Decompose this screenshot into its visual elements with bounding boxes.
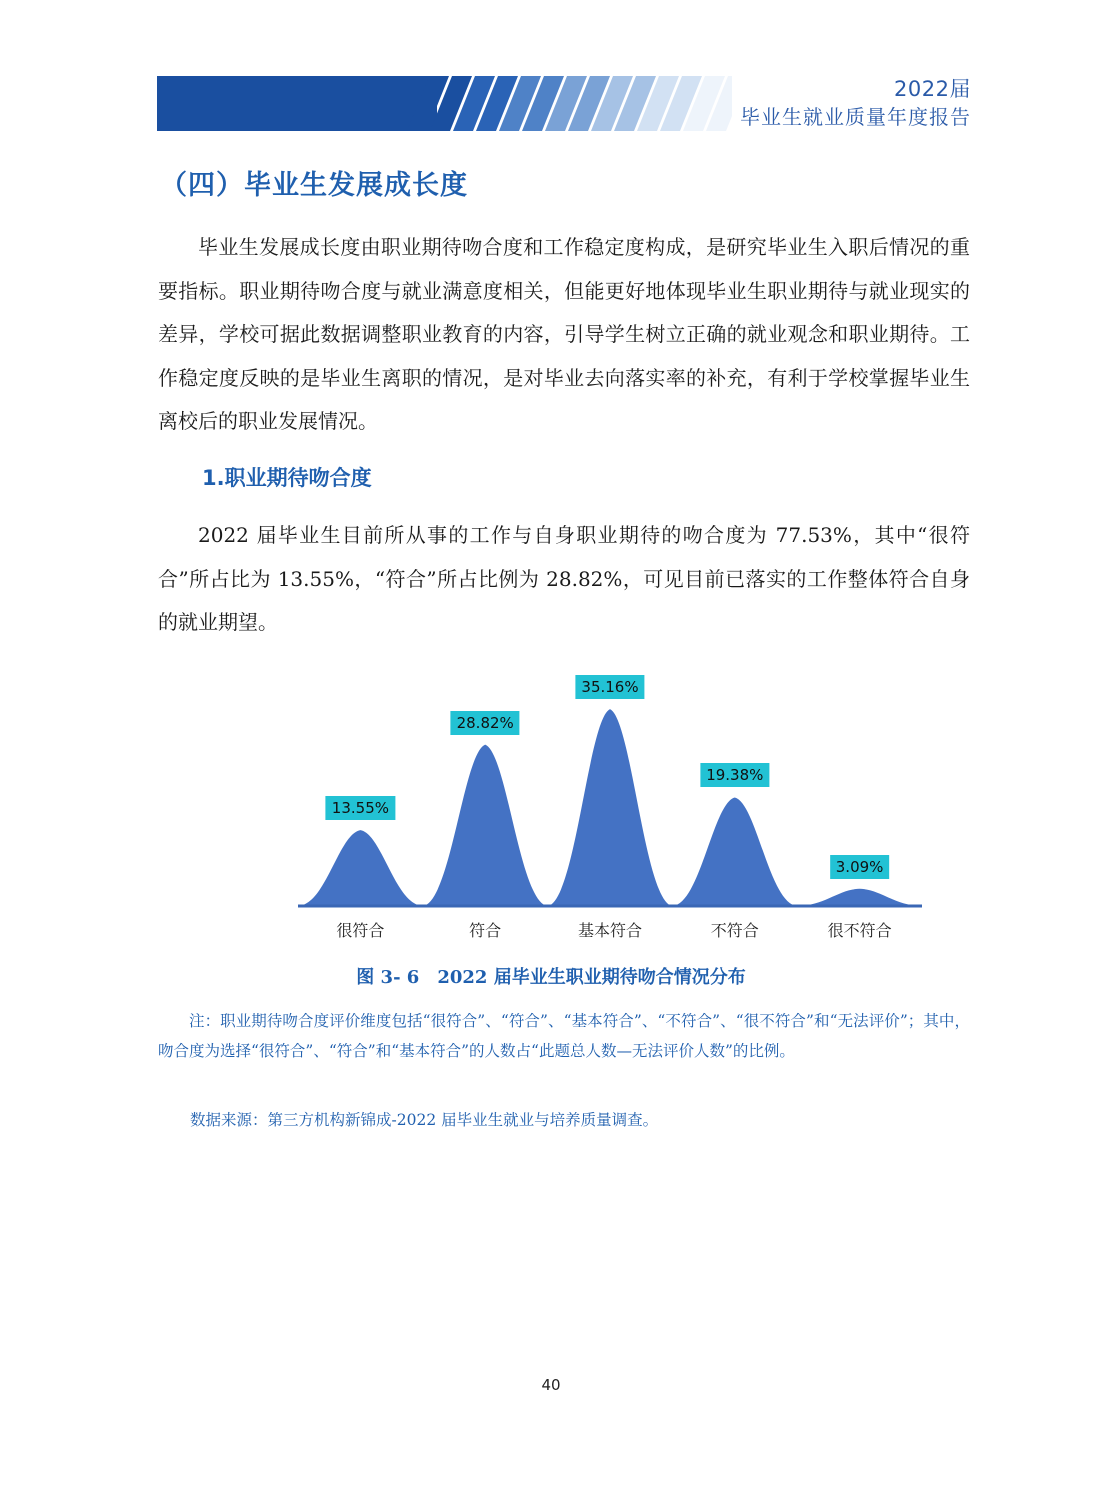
header-banner	[157, 76, 732, 131]
banner-base	[157, 76, 437, 131]
data-label: 35.16%	[575, 675, 644, 699]
data-label: 28.82%	[451, 711, 520, 735]
section-heading: （四）毕业生发展成长度	[160, 170, 468, 201]
body-paragraph: 2022 届毕业生目前所从事的工作与自身职业期待的吻合度为 77.53%，其中“很符合”所占比为 13.55%，“符合”所占比例为 28.82%，可见目前已落实的工作整体符合自身的就业期望。	[158, 523, 970, 634]
category-label: 符合	[469, 921, 502, 940]
intro-paragraph: 毕业生发展成长度由职业期待吻合度和工作稳定度构成，是研究毕业生入职后情况的重要指标。职业期待吻合度与就业满意度相关，但能更好地体现毕业生职业期待与就业现实的差异，学校可据此数据调整职业教育的内容，引导学生树立正确的就业观念和职业期待。工作稳定度反映的是毕业生离职的情况，是对毕业去向落实率的补充，有利于学校掌握毕业生离校后的职业发展情况。	[158, 235, 970, 433]
figure-note: 注：职业期待吻合度评价维度包括“很符合”、“符合”、“基本符合”、“不符合”、“很不符合”和“无法评价”；其中，吻合度为选择“很符合”、“符合”和“基本符合”的人数占“此题总人数—无法评价人数”的比例。	[158, 1012, 970, 1060]
report-title	[740, 76, 971, 132]
report-name: 毕业生就业质量年度报告	[740, 105, 971, 129]
category-label: 不符合	[710, 921, 759, 940]
banner-graphic	[157, 76, 732, 131]
figure-caption: 图 3- 6 2022 届毕业生职业期待吻合情况分布	[356, 967, 746, 988]
report-year: 2022届	[894, 77, 971, 101]
category-label: 基本符合	[577, 921, 643, 940]
category-label: 很不符合	[827, 921, 892, 940]
category-label: 很符合	[336, 921, 385, 940]
chart-peak	[548, 709, 673, 906]
chart-peak	[298, 830, 423, 906]
career-fit-chart	[290, 660, 930, 945]
data-label: 13.55%	[326, 796, 395, 820]
data-source: 数据来源：第三方机构新锦成-2022 届毕业生就业与培养质量调查。	[190, 1111, 659, 1129]
chart-peak	[797, 889, 922, 906]
chart-peak	[423, 745, 548, 906]
chart-peak	[672, 797, 797, 906]
page-number: 40	[541, 1376, 561, 1394]
subsection-heading: 1.职业期待吻合度	[202, 466, 372, 490]
data-label: 3.09%	[830, 855, 890, 879]
data-label: 19.38%	[700, 763, 769, 787]
